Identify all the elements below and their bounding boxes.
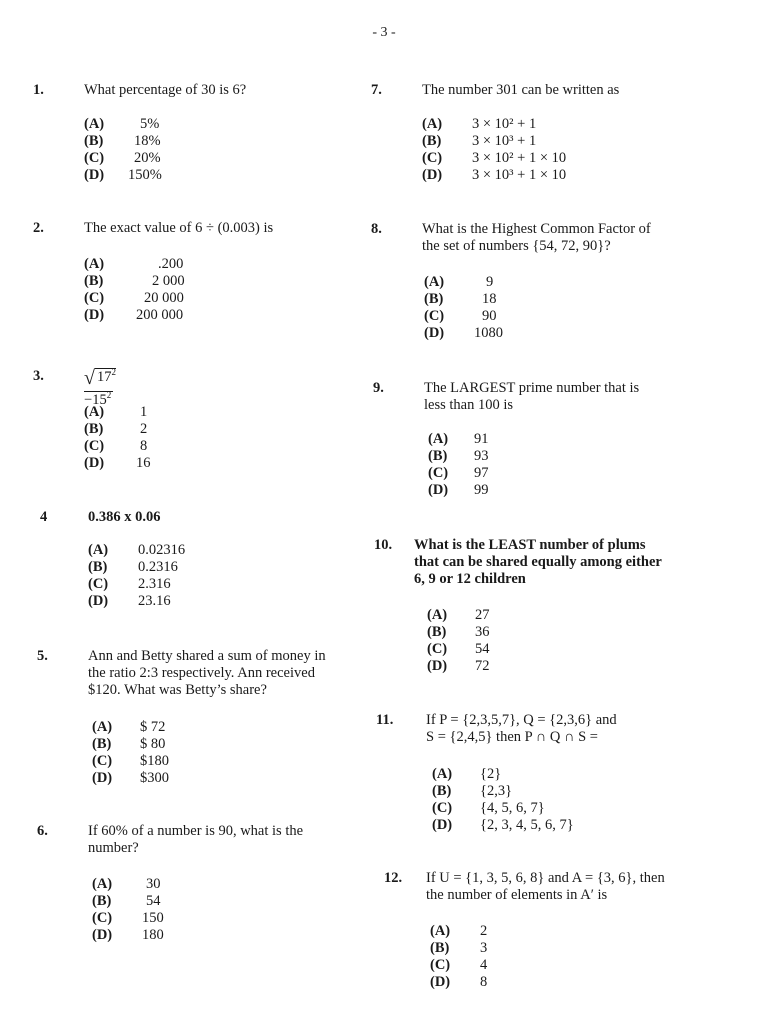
option-b: (B) 2 — [84, 421, 148, 437]
option-b: (B) 3 — [430, 940, 488, 956]
option-a: (A) 3 × 10² + 1 — [422, 116, 537, 132]
option-a: (A) $ 72 — [92, 719, 166, 735]
question-stem — [84, 364, 116, 409]
option-b: (B) $ 80 — [92, 736, 166, 752]
question-stem: The number 301 can be written as — [422, 82, 620, 98]
question-stem: If U = {1, 3, 5, 6, 8} and A = {3, 6}, then the number of elements in A′ is — [426, 870, 665, 903]
question-number: 11. — [376, 712, 394, 728]
question-number: 7. — [371, 82, 382, 98]
option-b: (B) 18% — [84, 133, 161, 149]
option-a: (A) 1 — [84, 404, 148, 420]
option-a: (A) 27 — [427, 607, 490, 623]
option-b: (B) 93 — [428, 448, 489, 464]
option-c: (C) 2.316 — [88, 576, 171, 592]
option-c: (C) 8 — [84, 438, 148, 454]
option-c: (C) 150 — [92, 910, 164, 926]
question-stem: Ann and Betty shared a sum of money in the ratio 2:3 respectively. Ann received $120. What was Betty’s share? — [88, 648, 326, 698]
option-d: (D) 72 — [427, 658, 490, 674]
option-c: (C) 90 — [424, 308, 497, 324]
question-number: 10. — [374, 537, 393, 553]
option-b: (B) 0.2316 — [88, 559, 178, 575]
option-a: (A) 0.02316 — [88, 542, 186, 558]
option-d: (D) 200 000 — [84, 307, 184, 323]
option-b: (B) {2,3} — [432, 783, 513, 799]
option-b: (B) 3 × 10³ + 1 — [422, 133, 537, 149]
question-number: 9. — [373, 380, 384, 396]
option-a: (A) .200 — [84, 256, 184, 272]
question-stem: What percentage of 30 is 6? — [84, 82, 247, 98]
option-c: (C) 54 — [427, 641, 490, 657]
option-a: (A) {2} — [432, 766, 502, 782]
option-b: (B) 18 — [424, 291, 497, 307]
square-root-expression: √ $17^2 -15^2$ — [84, 366, 116, 408]
option-b: (B) 54 — [92, 893, 161, 909]
question-stem: The exact value of 6 ÷ (0.003) is — [84, 220, 274, 236]
question-number: 1. — [33, 82, 44, 98]
option-d: (D) 150% — [84, 167, 162, 183]
question-stem: 0.386 x 0.06 — [88, 509, 161, 525]
option-a: (A) 30 — [92, 876, 161, 892]
option-c: (C) 20% — [84, 150, 161, 166]
question-number: 8. — [371, 221, 382, 237]
question-stem: If P = {2,3,5,7}, Q = {2,3,6} and S = {2,4,5} then P ∩ Q ∩ S = — [426, 712, 617, 745]
option-c: (C) 97 — [428, 465, 489, 481]
option-c: (C) 3 × 10² + 1 × 10 — [422, 150, 567, 166]
option-d: (D) {2, 3, 4, 5, 6, 7} — [432, 817, 574, 833]
page-number: - 3 - — [372, 25, 396, 40]
option-a: (A) 9 — [424, 274, 494, 290]
question-stem: What is the LEAST number of plums that can be shared equally among either 6, 9 or 12 children — [414, 537, 662, 587]
radical-sign-icon: √ — [84, 366, 95, 389]
option-a: (A) 91 — [428, 431, 489, 447]
option-d: (D) 180 — [92, 927, 164, 943]
question-number: 3. — [33, 368, 44, 384]
question-stem: The LARGEST prime number that is less than 100 is — [424, 380, 640, 413]
question-number: 12. — [384, 870, 403, 886]
option-d: (D) $300 — [92, 770, 169, 786]
option-d: (D) 8 — [430, 974, 488, 990]
option-d: (D) 16 — [84, 455, 151, 471]
option-c: (C) 20 000 — [84, 290, 184, 306]
question-number: 5. — [37, 648, 48, 664]
question-stem: If 60% of a number is 90, what is the number? — [88, 823, 304, 856]
option-a: (A) 5% — [84, 116, 160, 132]
option-c: (C) $180 — [92, 753, 169, 769]
option-b: (B) 36 — [427, 624, 490, 640]
option-d: (D) 23.16 — [88, 593, 171, 609]
option-d: (D) 3 × 10³ + 1 × 10 — [422, 167, 567, 183]
option-b: (B) 2 000 — [84, 273, 185, 289]
question-number: 4 — [40, 509, 48, 525]
option-d: (D) 1080 — [424, 325, 503, 341]
option-c: (C) 4 — [430, 957, 488, 973]
option-d: (D) 99 — [428, 482, 489, 498]
option-c: (C) {4, 5, 6, 7} — [432, 800, 545, 816]
option-a: (A) 2 — [430, 923, 488, 939]
question-number: 6. — [37, 823, 48, 839]
question-number: 2. — [33, 220, 44, 236]
question-stem: What is the Highest Common Factor of the set of numbers {54, 72, 90}? — [422, 221, 651, 254]
